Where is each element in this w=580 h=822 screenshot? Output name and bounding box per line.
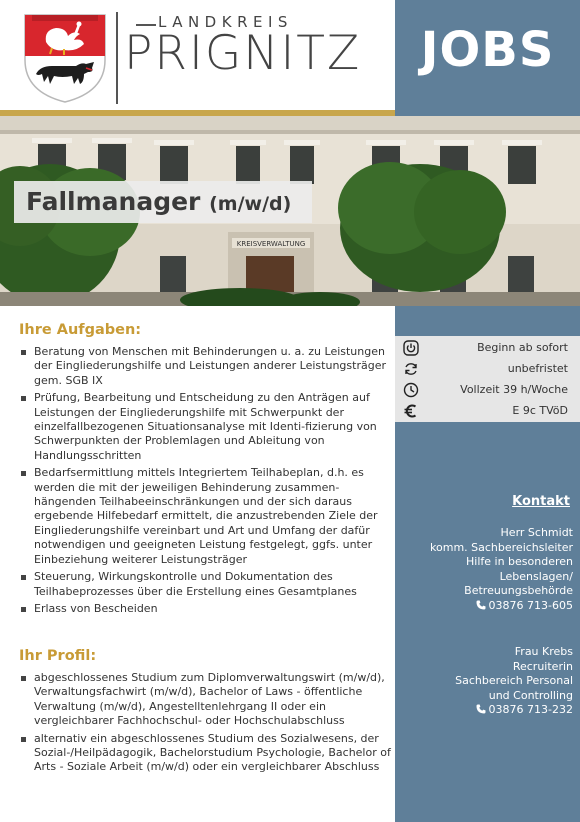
profile-item: alternativ ein abgeschlossenes Studium des Sozialwesens, der Sozial-/Heilpädagogik, Bachelorstudium Psychologie, Bachelor of Arts - Soziale Arbeit (m/w/d) oder ein vergleichbarer Abschluss — [19, 732, 391, 775]
coat-of-arms-icon — [22, 12, 108, 104]
contact-2-phone[interactable] — [395, 703, 573, 718]
sidebar — [395, 306, 580, 822]
job-title-box — [14, 181, 312, 223]
task-item: Beratung von Menschen mit Behinderungen u. a. zu Leistungen der Eingliederungshilfe und Leistungen anderer Leistungsträger gem. SGB IX — [19, 345, 391, 388]
contact-1-phone[interactable] — [395, 599, 573, 614]
job-title-suffix: (m/w/d) — [209, 193, 292, 215]
jobs-heading: JOBS — [420, 22, 555, 78]
contact-2-unit-line2: und Controlling — [488, 688, 573, 702]
power-icon — [403, 340, 419, 356]
job-details — [0, 306, 395, 822]
info-row-hours — [395, 380, 580, 400]
euro-icon — [403, 403, 419, 419]
contact-2-unit-line1: Sachbereich Personal — [455, 674, 573, 687]
contact-1-unit-line3: Betreuungsbehörde — [464, 584, 573, 597]
header — [0, 0, 395, 110]
logo-divider — [116, 12, 118, 104]
job-title-main: Fallmanager — [26, 187, 201, 216]
info-hours-text: Vollzeit 39 h/Woche — [460, 383, 568, 396]
job-facts-box — [395, 336, 580, 422]
info-start-text: Beginn ab sofort — [477, 341, 568, 354]
contact-2-phone-number: 03876 713-232 — [488, 703, 573, 716]
logo-district-label: LANDKREIS — [158, 13, 293, 31]
job-title — [26, 187, 291, 216]
logo-district-name: PRIGNITZ — [124, 26, 362, 81]
info-row-duration — [395, 359, 580, 379]
contact-2-name: Frau Krebs — [514, 645, 573, 658]
info-row-salary — [395, 401, 580, 421]
tasks-list — [19, 345, 391, 619]
task-item: Prüfung, Bearbeitung und Entscheidung zu den Anträgen auf Leistungen der Eingliederungshilfe mit Schwerpunkt der einzelfallbezogenen Situationsanalyse mit Identi-fizierung von Schwerpunkten der Problemlagen und Ableitung von Handlungsschritten — [19, 391, 391, 463]
tasks-heading: Ihre Aufgaben: — [19, 322, 142, 338]
task-item: Steuerung, Wirkungskontrolle und Dokumentation des Teilhabeprozesses über die Erstellung eines Gesamtplanes — [19, 570, 391, 599]
profile-item: abgeschlossenes Studium zum Diplomverwaltungswirt (m/w/d), Verwaltungsfachwirt (m/w/d), Bachelor of Laws - öffentliche Verwaltung (m/w/d), Angestelltenlehrgang II oder ein vergleichbarer Fachhochschul- oder Hochschulabschluss — [19, 671, 391, 729]
contact-1-role: komm. Sachbereichsleiter — [430, 540, 573, 554]
phone-icon — [476, 704, 486, 714]
contact-person-2 — [395, 645, 573, 718]
contact-2-role: Recruiterin — [512, 659, 573, 673]
contact-1-name: Herr Schmidt — [500, 526, 573, 539]
contact-1-phone-number: 03876 713-605 — [488, 598, 573, 612]
contact-1-unit-line2: Lebenslagen/ — [499, 569, 573, 583]
contact-person-1 — [395, 526, 573, 613]
task-item: Erlass von Bescheiden — [19, 602, 391, 616]
profile-heading: Ihr Profil: — [19, 648, 97, 664]
jobs-panel — [395, 0, 580, 116]
contact-1-unit-line1: Hilfe in besonderen — [466, 555, 573, 568]
info-row-start — [395, 338, 580, 358]
task-item: Bedarfsermittlung mittels Integriertem Teilhabeplan, d.h. es werden die mit der jeweiligen Behinderung zusammen-hängenden Teilhabeeinschränkungen und der sich daraus ergebende Hilfebedarf ermittelt, die anzustrebenden Ziele der Eingliederungshilfe vereinbart und Art und Umfang der dafür notwendigen und geeigneten Leistung festgelegt, ggfs. unter Einbeziehung weiterer Leistungsträger — [19, 466, 391, 567]
refresh-icon — [403, 361, 419, 377]
clock-icon — [403, 382, 419, 398]
info-duration-text: unbefristet — [507, 362, 568, 375]
building-sign: KREISVERWALTUNG — [236, 240, 306, 248]
profile-list — [19, 671, 391, 778]
phone-icon — [476, 600, 486, 610]
info-salary-text: E 9c TVöD — [512, 404, 568, 417]
contact-heading: Kontakt — [512, 494, 570, 509]
